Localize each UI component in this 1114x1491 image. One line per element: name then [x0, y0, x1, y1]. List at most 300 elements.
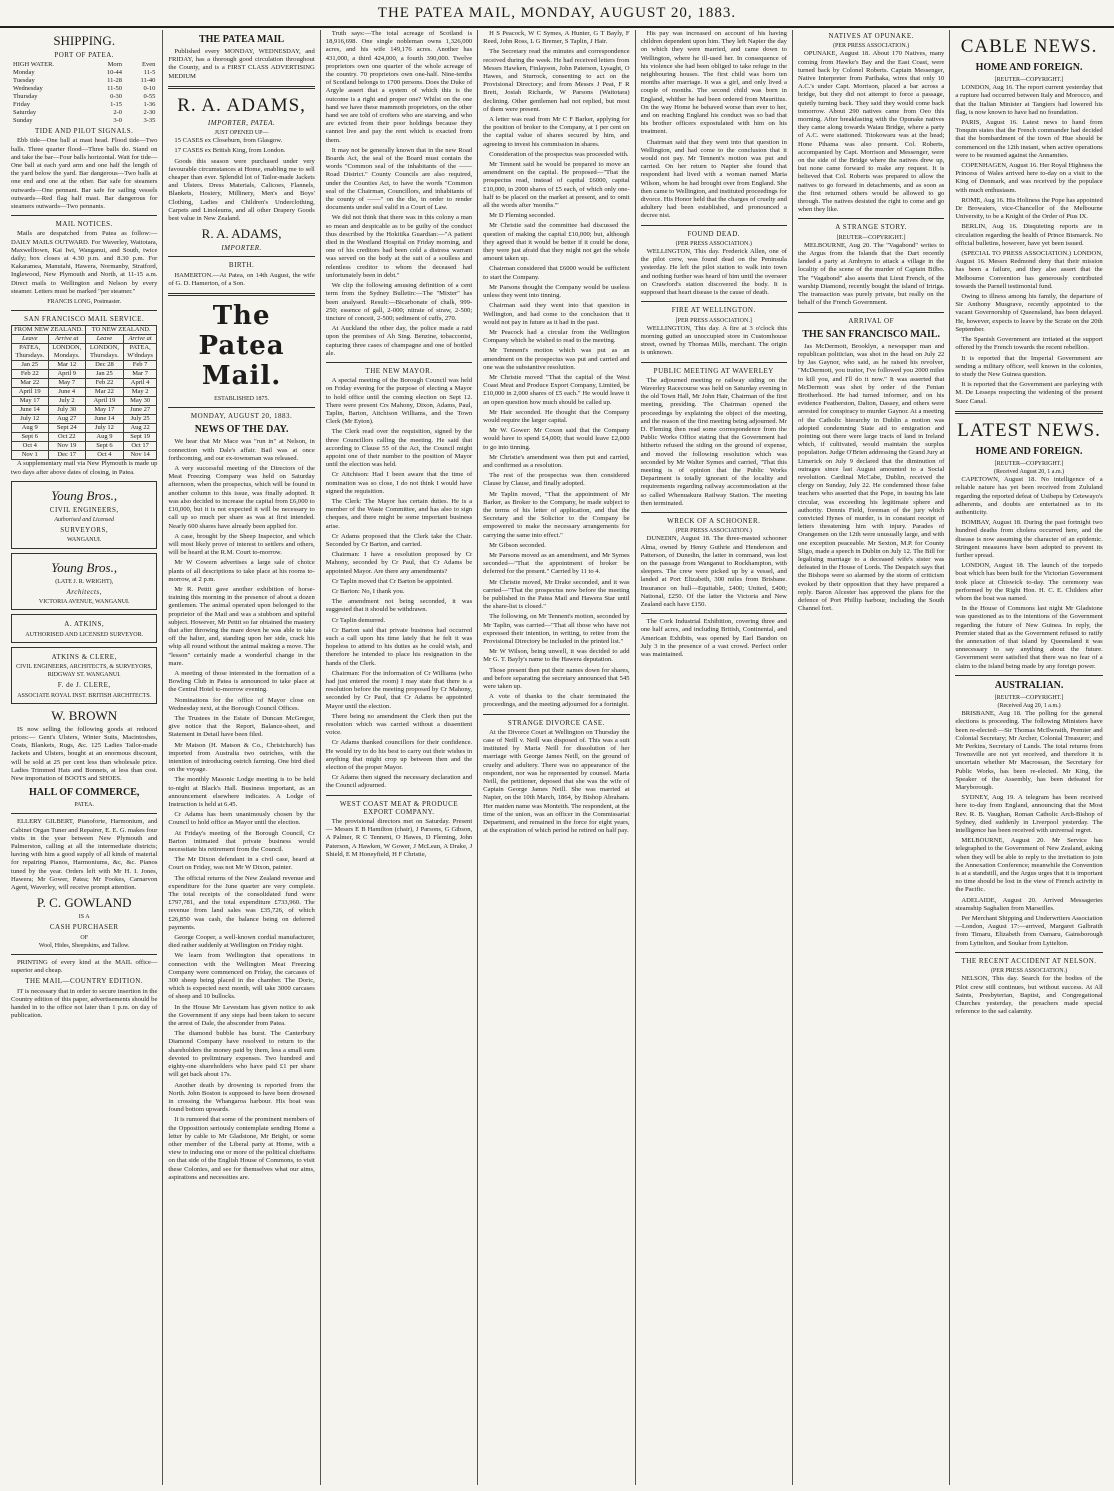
atkins-sub: AUTHORISED AND LICENSED SURVEYOR.: [25, 631, 144, 638]
country-title: THE MAIL—COUNTRY EDITION.: [25, 977, 144, 986]
news-para: Mr Matson (H. Matson & Co., Christchurch) has imported from Australia two ostriches, with the intention of introducing ostrich farming. One bird died on the voyage.: [168, 741, 315, 774]
gowland-name: P. C. GOWLAND: [36, 895, 132, 911]
news-para: The monthly Masonic Lodge meeting is to be held to-night at Black's Hall. Business important, as an announcement elsewhere indicates. A Lodge of Instruction is held at 6.45.: [168, 776, 315, 808]
latest-para: CAPETOWN, August 18. No intelligence of a reliable nature has yet been received from Zululand regarding the reported defeat of Usibepu by Cetewayo's adherents, and doubts are entertained as to its authenticity.: [955, 476, 1103, 516]
nelson-text: NELSON, This day. Search for the bodies of the Pilot crew still continues, but without success. At All Saints, Presbyterian, Baptist, and Congregational Churches yesterday, the preachers made special reference to the sad calamity.: [955, 975, 1103, 1016]
article-para: It may not be generally known that in the new Road Boards Act, the seal of the Board must contain the words "Common seal of the inhabitants of the —— Road District." County Councils are also required, under the Counties Act, to have the words "Common seal of the Chairman, Councillors, and inhabitants of the county of ——" on the die, in order to render documents under seal valid in a Court of Law.: [325, 146, 473, 212]
tide-morn: 10-44: [106, 69, 123, 77]
masthead: THE PATEA MAIL, MONDAY, AUGUST 20, 1883.: [0, 0, 1114, 28]
aus-para: BRISBANE, Aug 18. The polling for the general elections is proceeding. The following Ministers have been re-elected:—Sir Thomas McIlwraith, Premier and Colonial Secretary; Mr Archer, Colonial Treasurer; and Mr Perkins, Secretary of Lands. The total returns from Townsville are not yet received, and therefore it is uncertain whether Mr Macrossan, the Secretary for Public Works, has been re-elected. Mr King, the Speaker of the Assembly, has been defeated for Maryborough.: [955, 710, 1103, 792]
young-sub3: SURVEYORS,: [60, 526, 109, 535]
tide-even: 3-35: [143, 117, 156, 125]
column-5: [636, 30, 793, 1485]
news-para: Mr R. Pettit gave another exhibition of horse-training this morning in the presence of about a dozen gentlemen. The animal operated upon belonged to the proprietor of the Mail and was a stubborn and spiteful subject. However, Mr Pettit so far obtained the mastery that after throwing the mare down he was able to take off the halter, and, standing upon her side, crack his whip all round without the animal making a move. The "lesson" certainly made a wonderful change in the mare.: [168, 585, 315, 667]
sf-cell: May 2: [123, 388, 157, 397]
sf-cell: Sept 6: [12, 433, 49, 442]
young-sub2: Authorised and Licensed: [54, 517, 115, 524]
tide-even: 0-55: [143, 93, 156, 101]
meat-para: Consideration of the prospectus was proceeded with.: [489, 150, 629, 158]
postmaster: FRANCIS LONG, Postmaster.: [47, 299, 122, 306]
tide-row: [11, 85, 157, 93]
news-para: Mr W Cowern advertises a large sale of choice plants of all descriptions to take place at his rooms to-morrow, at 2 p.m.: [168, 559, 315, 583]
sf-cell: Feb 7: [123, 361, 157, 370]
divorce-para: His pay was increased on account of his having children dependent upon him. They left Napier the day on which they were married, and came down to Wellington, where he ill-used her. In consequence of his violence she had been obliged to take refuge in the neighbouring houses. The first child was born ten months after marriage. It was a girl, and only lived a couple of months. The second child was born in England, whither he had been ordered from Mauritius. On the way Home he behaved worse than ever to her, and on reaching England his conduct was so bad that his brother officers expostulated with him on his treatment.: [640, 30, 787, 136]
young-bros-architects-ad: [11, 553, 157, 611]
cable-sub: HOME AND FOREIGN.: [975, 62, 1083, 73]
article-para: We did not think that there was in this colony a man so mean and despicable as to be guilty of the conduct thus described by the Hokitika Guardian:—"A patient died in the Westland Hospital on Friday morning, and one of his creditors had been cold a distress warrant was served on the body at the suit of a soulless and relentless creditor to whom the deceased had unfortunately been in debt.": [325, 214, 473, 279]
divorce-para: Chairman said that they went into that question in Wellington, and had come to the conclusion that it would not pay. Mr Tennent's motion was put and carried. On her return to Napier she found that respondent had lived with a woman named Maria Wilson, whom he had brought over from England. She then came to Wellington, and instituted proceedings for divorce. His Honor held that the charges of cruelty and adultery had been established, and pronounced a decree nisi.: [640, 138, 787, 220]
tide-row: [11, 93, 157, 101]
divider: [798, 312, 944, 313]
gowland-sub: IS A: [78, 914, 90, 921]
cable-para: BERLIN, Aug 16. Disquieting reports are in circulation regarding the health of Prince Bismarck. No official bulletins, however, have yet been issued.: [955, 223, 1103, 247]
natives-title: NATIVES AT OPUNAKE.: [828, 32, 914, 40]
gilbert-text: ELLERY GILBERT, Pianoforte, Harmonium, and Cabinet Organ Tuner and Repairer, E. E. G. makes four visits in the year between New Plymouth and Palmerston, calling at all the intermediate districts; having with him a good supply of all kinds of material for repairing Pianos, Harmoniums, &c, &c. Pianos tuned by the year. Orders left with Mr H. I. Jones, Hawera; Mr Gower, Patea; Mr Fookes, Carnarvon Agent, Waverley, will receive prompt attention.: [11, 818, 158, 891]
aus-para: Per Merchant Shipping and Underwriters Association—London, August 17:—arrived, Margaret Galbraith from Timaru, Elizabeth from Oamaru, Gainsborough from Lyttelton, and Soukar from Lyttelton.: [955, 915, 1103, 947]
mayor-para: The Clerk: The Mayor has certain duties. He is a member of the Waste Committee, and has also to sign cheques, and there might be some important business arise.: [325, 497, 473, 530]
brown-text: IS now selling the following goods at reduced prices:— Gent's Ulsters, Winter Suits, Macintoshes, Coats, Blankets, Rugs, &c. 125 Ladies Tailor-made Jackets and Ulsters, bought at an enormous discount, will be sold at 25 per cent less than wholesale price. Ladies Trimmed Hats and Bonnets, at less than cost. New importation of BOOTS and SHOES.: [11, 725, 158, 782]
mayor-para: Cr Taplin demurred.: [331, 616, 386, 624]
sf-head: PATEA, Thursdays.: [12, 344, 49, 361]
sf-cell: April 4: [123, 379, 157, 388]
divider: [11, 813, 157, 814]
schooner-title: WRECK OF A SCHOONER.: [667, 516, 761, 525]
article-para: Truth says:—The total acreage of Scotland is 18,916,698. One single nobleman owns 1,326,000 acres, and his wife 149,176 acres. Another has 431,000, a third 424,000, a fourth 390,000. Twelve proprietors own one quarter of the whole acreage of the country. 70 proprietors own one-half. Nine-tenths of Scotland belongs to 1700 persons. Does the Duke of Argyle assert that a system of which this is the outcome is a right and proper one? Whilst on the one hand we have these mammoth proprietors, on the other hand we are told of crofters who are starving, and who are evicted from their poor holdings because they cannot live and pay the rent which is exacted from them.: [325, 30, 473, 144]
divider: [326, 362, 472, 363]
schooner-sub: (PER PRESS ASSOCIATION.): [675, 528, 752, 535]
tide-day: Saturday: [13, 109, 37, 117]
patea-mail-title: THE PATEA MAIL: [198, 34, 285, 45]
divider: [11, 954, 157, 955]
tide-day: Thursday: [13, 93, 38, 101]
sf-cell: Aug 22: [123, 424, 157, 433]
cable-para: LONDON, Aug 16. The report current yesterday that a rupture had occurred between Italy and Morocco, and that the Italian Minister at Tangiers had lowered his flag, is now known to have had no foundation.: [955, 84, 1103, 116]
news-para: The Trustees in the Estate of Duncan McGregor, give notice that the Report, Balance-sheet, and Statement in Detail have been filed.: [168, 714, 315, 739]
meat-text: The provisional directors met on Saturday. Present — Messrs E B Hamilton (chair), J Parsons, G Gibson, A Palmer, R C Tennent, O Hawes, D Fleming, John Paterson, A Hawken, W Gower, J McLean, A Drake, J Shield, E M Honeyfield, H F Christie,: [325, 818, 473, 858]
atkins-name: A. ATKINS,: [64, 620, 105, 629]
aus-copy: [REUTER—COPYRIGHT.]: [994, 694, 1064, 701]
sf-cell: June 27: [123, 406, 157, 415]
divider: [11, 310, 157, 311]
latest-para: LONDON, August 18. The launch of the torpedo boat which has been built for the Victorian Government took place at Chiswick to-day. The ceremony was performed by the Right Hon. H. C. E. Childers after whom the boat was named.: [955, 562, 1103, 602]
sf-cell: July 2: [48, 397, 85, 406]
newspaper-logo: The Patea Mail.: [198, 301, 285, 392]
news-para: We learn from Wellington that operations in connection with the Wellington Meat Freezing Company were commenced on Friday, the carcases of 300 sheep being placed in the chamber. The Doric, which is expected next month, will take 3000 carcases of sheep and 10 bullocks.: [168, 952, 315, 1001]
mayor-title: THE NEW MAYOR.: [365, 366, 433, 375]
tide-header: Morn: [107, 61, 123, 69]
sf-cell: Nov 14: [123, 451, 157, 460]
meat-para: Mr Parsons moved as an amendment, and Mr Symes seconded—"That the appointment of broker be deferred for the present." Carried by 11 to 4.: [483, 551, 630, 576]
sf-cell: Dec 17: [48, 451, 85, 460]
latest-copy: [REUTER—COPYRIGHT.]: [994, 460, 1064, 467]
tide-even: 1-36: [143, 101, 156, 109]
mayor-para: The Clerk read over the requisition, signed by the three Councillors calling the meeting. He said that according to Clause 55 of the Act, the Council might appoint one of their number to the position of Mayor until the election was held.: [325, 428, 473, 469]
meat-para: Mr Christie said the committee had discussed the question of making the capital £10,000; but, although they agreed that it would be better if it could be done, they were just afraid that they might not get the whole amount taken up.: [483, 222, 630, 263]
sf-cell: Sept 24: [48, 424, 85, 433]
birth-text: HAMERTON.—At Patea, on 14th August, the wife of G. D. Hamerton, of a Son.: [168, 271, 315, 287]
nelson-title: THE RECENT ACCIDENT AT NELSON.: [961, 956, 1097, 965]
sf-cell: June 4: [48, 388, 85, 397]
sf-cell: July 25: [123, 415, 157, 424]
meat-para: Mr Hair seconded. He thought that the Company would require the larger capital.: [483, 408, 630, 424]
columns: [6, 30, 1108, 1485]
mayor-para: A special meeting of the Borough Council was held on Friday evening for the purpose of electing a Mayor to hold office until the coming election on Sept 12. There were present Crs Mahony, Dixon, Adams, Paul, Taplin, Barton, Aitchison Williams, and the Town Clerk (Mr Eyton).: [325, 377, 473, 426]
young-sub2: Architects,: [66, 587, 102, 596]
mayor-para: Cr Barton: No, I thank you.: [331, 588, 405, 595]
atkins-ad: [11, 614, 157, 642]
divorce-text: At the Divorce Court at Wellington on Thursday the case of Neill v. Neill was disposed of. This was a suit instituted by Maria Neill for dissolution of her marriage with George James Neill, on the ground of cruelty and adultery. There was no appearance of the respondent, nor was he represented by counsel. Maria Neill, the petitioner, deposed that she was the wife of Captain George James Neill. She was married at Napier, on the 10th March, 1864, by Bishop Abraham. Her maiden name was Monteith. The respondent, at the time of the union, was an officer in the Commissariat Department, and remained in the force for eight years, at the expiration of which period he retired on half pay.: [483, 728, 630, 835]
news-para: Nominations for the office of Mayor close on Wednesday next, at the Borough Council Offices.: [168, 696, 315, 712]
natives-sub: (PER PRESS ASSOCIATION.): [833, 43, 910, 50]
sf-cell: Mar 22: [86, 388, 124, 397]
hall-name: HALL OF COMMERCE,: [28, 787, 140, 799]
aus-para: SYDNEY, Aug 19. A telegram has been received here to-day from England, announcing that the Most Rev. R. B. Vaughan, Roman Catholic Arch-Bishop of Sydney, died suddenly in Liverpool yesterday. The intelligence has been received with universal regret.: [955, 794, 1103, 835]
sf-cell: April 19: [12, 388, 49, 397]
sf-cell: Jan 25: [86, 370, 124, 379]
story-title: A STRANGE STORY.: [835, 223, 908, 232]
news-para: A very successful meeting of the Directors of the Meat Freezing Company was held on Saturday afternoon, when the prospectus, which will be found in another column to this issue, was finally adopted. It was also decided to increase the capital from £6,000 to £10,000, but it is not expected it will be necessary to call up so much per share as was at first intended. Nearly 600 shares have already been applied for.: [168, 465, 315, 530]
sf-cell: April 19: [86, 397, 124, 406]
sf-cell: June 14: [12, 406, 49, 415]
mayor-para: There being no amendment the Clerk then put the resolution which was carried without a dissentient voice.: [325, 712, 473, 737]
column-2: [163, 30, 320, 1485]
sf-cell: Feb 22: [12, 370, 49, 379]
tide-header: HIGH WATER.: [13, 61, 55, 69]
sf-head: LONDON, Mondays.: [48, 344, 85, 361]
sf-row: [12, 433, 157, 442]
news-para: In the House Mr Levestam has given notice to ask the Government if any steps had been taken to secure the arrest of Dale, the absconder from Patea.: [168, 1003, 315, 1028]
sf-title: SAN FRANCISCO MAIL SERVICE.: [24, 315, 145, 324]
young-name: Young Bros.,: [51, 487, 118, 503]
news-para: George Cooper, a well-known cordial manufacturer, died rather suddenly at Wellington on Friday night.: [168, 934, 315, 950]
column-4: [478, 30, 635, 1485]
sf-note: A supplementary mail via New Plymouth is made up two days after above dates of closing, in Patea.: [11, 460, 158, 476]
sf-cell: Mar 22: [12, 379, 49, 388]
clere-sub2: ASSOCIATE ROYAL INST. BRITISH ARCHITECTS.: [17, 692, 152, 699]
news-para: Another death by drowning is reported from the North. John Boston is supposed to have been drowned in crossing the Whangaroa harbour. His boat was found bottom upwards.: [168, 1081, 315, 1114]
divider: [641, 362, 787, 363]
fire-text: WELLINGTON, This day. A fire at 3 o'clock this morning gutted an unoccupied store in Customhouse street, owned by Thomas Mills, merchant. The origin is unknown.: [640, 324, 787, 357]
mayor-para: Cr Adams then signed the necessary declaration and the Council adjourned.: [325, 774, 473, 790]
cable-para: PARIS, August 16. Latest news to hand from Tonquin states that the French commander had decided that the bombardment of the town of Hue should be commenced on the 12th instant, when active operations were to be resumed against the Annamites.: [955, 119, 1103, 159]
tide-morn: 11-28: [107, 77, 123, 85]
mayor-para: Chairman: I have a resolution proposed by Cr Mahony, seconded by Cr Paul, that Cr Adams be appointed Mayor. Are there any amendments?: [325, 551, 473, 575]
meat-para: Mr Tennent said he would be prepared to move an amendment on the capital. He proposed—"That the prospectus read, instead of capital £6000, capital £10,000, in 2000 shares of £5 each, of which only one-half to be placed on the market at present, and to omit all the words after 'months.'": [483, 161, 630, 210]
story-text: MELBOURNE, Aug 20. The "Vagabond" writes to the Argus from the Islands that the Dart recently landed a party at Ambrym to attack a village in the locality of the scene of the murder of Captain Bilbo. The "Vagabond" also asserts that Lieut French, of the warship Diamond, recently bought the island of Iririga. The transaction was purely private, but really on the behalf of the French Government.: [797, 241, 945, 307]
tide-row: [11, 77, 157, 85]
divider: [483, 714, 629, 715]
sf-cell: July 12: [86, 424, 124, 433]
meat-para: Mr Christie moved "That the capital of the West Coast Meat and Produce Export Company, Limited, be £10,000 in 2,000 shares of £5 each." He would leave it an open question how much should be called up.: [483, 373, 630, 406]
latest-title: LATEST NEWS.: [957, 419, 1101, 441]
sf-cell: April 9: [48, 370, 85, 379]
sf-row: [12, 406, 157, 415]
mayor-para: Cr Taplin moved that Cr Barton be appointed.: [331, 577, 453, 585]
sf-cell: June 14: [86, 415, 124, 424]
news-title: NEWS OF THE DAY.: [194, 424, 289, 436]
story-sub: [REUTER—COPYRIGHT.]: [836, 234, 906, 241]
arrival-text: Jas McDermott, Brooklyn, a newspaper man and republican politician, was shot in the head on July 22 by Jas Gaynor, who said, as he raised his revolver, "McDermott, you traitor, I've followed you 2000 miles to kill you, and I'll do it now." It was asserted that McDermott was shot by order of the Fenian Brotherhood. He had turned informer, and on his evidence Featherston, Dalton, Dassey, and others were arrested for conspiracy to murder Gaynor. At a meeting of the Catholic hierarchy in Dublin a motion was adopted condemning State aid to emigration and pointing out there were large tracts of land in Ireland which, if cultivated, would maintain the surplus population. Judge O'Brien addressing the Grand Jury at Limerick on July 9 declared that the diminution of outrages since last August amounted to a Social revolution. Cardinal McCabe, Dublin, received the clergy on Sunday, July 22. He condemned those false teachers who asserted that the Pope, in issuing his late circular, was exceeding his legitimate sphere and authority. Dennis Field, foreman of the jury which convicted Hynes of murder, is in constant receipt of letters threatening him with injury. Parades of Orangemen on the 12th were unusually large, and with one exception peaceable. Mr Sexton, M.P. for County Sligo, made a speech in Dublin on July 12. The Bill for legalising marriage to a deceased wife's sister was defeated in the House of Lords. The Despatch says that the Bishops were so alarmed by the storm of criticism evoked by their opposition that they have prepared a reply. Baron Alcester has approved the plans for the defence of Port Phillip harbour, including the South Channel fort.: [797, 342, 945, 613]
established: ESTABLISHED 1875.: [214, 396, 270, 403]
meat-para: The Secretary read the minutes and correspondence received during the week. He had received letters from Messrs Hawken, Finlayson, John Paterson, Lysaght, O Hawes, and Sturrock, consenting to act on the Provisional Directory; and from Messrs J Peat, F R Brett, Josiah Richards, W Parsons (Waitotara) declining. Other gentlemen had not replied, but most of them were present.: [483, 48, 630, 113]
aus-received: (Received Aug 20, 1 a.m.): [997, 703, 1061, 709]
aus-para: MELBOURNE, August 20. Mr Service has telegraphed to the Government of New Zealand, asking when they will be able to reply to the invitation to join the Annexation Conference; meanwhile the Convention is at a standstill, and the Argus urges that it is important no time should be lost in the view of French activity in the Pacific.: [955, 837, 1103, 894]
hall-place: PATEA.: [74, 802, 94, 809]
sf-row: [12, 379, 157, 388]
article-para: At Auckland the other day, the police made a raid upon the premises of Ah Sing. Benzine, tobacconist, capturing three cases of champagne and one of bottled ale.: [325, 325, 473, 357]
sf-head: Arrive at: [48, 335, 85, 344]
sf-cell: May 17: [86, 406, 124, 415]
news-para: We hear that Mr Mace was "run in" at Nelson, in connection with Dale's affair. Bail was at once forthcoming, and our ex-townsman was released.: [168, 438, 315, 462]
divider: [168, 407, 314, 408]
found-dead-text: WELLINGTON, This day. Frederick Allen, one of the pilot crew, was found dead on the Peninsula yesterday. He left the pilot station to walk into town and nothing further was heard of him until the overseer on Crawford's station discovered the body. It is supposed that heart disease is the cause of death.: [640, 248, 787, 297]
tide-day: Tuesday: [13, 77, 35, 85]
meat-para: Mr D Fleming seconded.: [489, 212, 556, 220]
tide-day: Monday: [13, 69, 35, 77]
clere-sub: CIVIL ENGINEERS, ARCHITECTS, & SURVEYORS,: [16, 663, 153, 670]
birth-title: BIRTH.: [228, 261, 255, 270]
tide-day: Sunday: [13, 117, 33, 125]
divider: [641, 613, 787, 614]
sf-cell: May 17: [12, 397, 49, 406]
mayor-para: Cr Adams thanked councillors for their confidence. He would try to do his best to carry out their wishes in anything that might crop up between then and the election of the proper Mayor.: [325, 739, 473, 772]
tide-day: Friday: [13, 101, 30, 109]
shipping-title: SHIPPING.: [53, 33, 116, 48]
divider: [955, 952, 1102, 953]
cable-para: Owing to illness among his family, the departure of Sir Anthony Musgrave, recently appointed to the vacant Governorship of Queensland, has been delayed. He, however, expects to leave by the Scrate on the 20th September.: [955, 293, 1103, 333]
cable-copy: [REUTER—COPYRIGHT.]: [994, 77, 1064, 83]
mayor-para: The amendment not being seconded, it was suggested that it should be withdrawn.: [325, 598, 473, 614]
tide-morn: 1-15: [110, 101, 123, 109]
meat-title: WEST COAST MEAT & PRODUCE EXPORT COMPANY.: [339, 799, 459, 816]
divider: [798, 218, 944, 219]
meat-para: Mr W Wilson, being unwell, it was decided to add Mr G. T. Bayly's name to the Hawera deputation.: [483, 648, 630, 664]
sf-cell: Oct 22: [48, 433, 85, 442]
meat-para: The following, on Mr Tennent's motion, seconded by Mr Taplin, was carried—"That all those who have not expressed their intention, in writing, to retire from the Provisional Directory be included in the printed list.": [483, 613, 630, 646]
tide-morn: 11-50: [107, 85, 123, 93]
sf-cell: Aug 27: [48, 415, 85, 424]
latest-received: (Received August 20, 1 a.m.): [993, 468, 1065, 475]
tide-row: [11, 101, 157, 109]
meat-para: Mr W. Gower: Mr Coxon said that the Company would have to spend £4,000; that would leave £2,000 to go into tinning.: [483, 427, 630, 451]
meat-para: Mr Peacock had a circular from the Wellington Company which he wished to read to the meeting.: [483, 328, 630, 345]
adams-text: Goods this season were purchased under very favourable circumstances at Home, enabling me to sell cheaper than ever. Splendid lot of Tailor-made Jackets and Ulsters. Dress Materials, Calicoes, Flannels, Blankets, Hosiery, Millinery, Men's and Boys' Clothing, Ladies and Children's Underclothing, Carpets and Linoleums, and all other Drapery Goods best value in New Zealand.: [168, 157, 315, 223]
sf-cell: Oct 4: [86, 451, 124, 460]
sf-cell: Oct 17: [123, 442, 157, 451]
signals-title: TIDE AND PILOT SIGNALS.: [34, 127, 134, 136]
signals-text: Ebb tide—One ball at mast head. Flood tide—Two balls. Three quarter flood—Three balls do. Stand on and take the bar—Four balls horizontal. Wait for tide—One ball at each yard arm and one half the length of the yard below the yard. Bar dangerous—Two balls at one end and one at the other. Bar safe for steamers outwards—One pennant. Bar safe for sailing vessels outwards—Red flag half mast. Bar dangerous for steamers outwards—Two pennants.: [11, 137, 158, 211]
dateline: MONDAY, AUGUST 20, 1883.: [190, 412, 293, 421]
sf-row: [12, 397, 157, 406]
young-place: WANGANUI.: [66, 537, 102, 544]
tide-even: 11-40: [140, 77, 156, 85]
divider: [326, 795, 472, 796]
sf-table: [11, 325, 157, 460]
news-para: A case, brought by the Sheep Inspector, and which will most likely prove of interest to settlers and others, will be heard at the R.M. Court to-morrow.: [168, 532, 315, 557]
sf-row: [12, 388, 157, 397]
latest-para: BOMBAY, August 18. During the past fortnight two hundred deaths from cholera occurred here, and the disease is now assuming the character of an epidemic. Stringent measures have been adopted to prevent its further spread.: [955, 519, 1103, 559]
aus-title: AUSTRALIAN.: [994, 679, 1064, 691]
arrival-title2: THE SAN FRANCISCO MAIL.: [802, 328, 941, 340]
waverley-text: The adjourned meeting re railway siding on the Waverley Racecourse was held on Saturday evening in the old Town Hall, Mr John Hair, Chairman of the first meeting, presiding. The Chairman opened the proceedings by explaining the object of the meeting, and the reason of the first meeting being adjourned. Mr D. Fleming then read some correspondence from the Public Works Office stating that the Government had hitherto refused the siding on the ground of expense, and moved the following resolution which was seconded by Mr Walter Symes and carried, "That this meeting is of opinion that the Public Works Department is totally ignorant of the locality and requirements regarding railway accommodation at the so called Whenuakura Railway Station. The meeting then terminated.: [640, 376, 787, 507]
meat-para: Chairman considered that £6000 would be sufficient to start the Company.: [483, 265, 630, 281]
sf-row: [12, 415, 157, 424]
tide-even: 11-5: [143, 69, 156, 77]
tide-morn: 2-0: [113, 109, 123, 117]
meat-para: Mr Christie's amendment was then put and carried, and confirmed as a resolution.: [483, 453, 630, 469]
waverley-title: PUBLIC MEETING AT WAVERLEY: [653, 366, 774, 375]
port-title: PORT OF PATEA.: [54, 51, 115, 59]
tide-header: Even: [142, 61, 156, 69]
divider: [641, 225, 787, 226]
divider: [168, 256, 314, 257]
meat-para: Chairman said they went into that question in Wellington, and had come to the conclusion that it would not pay in future as it had in the past.: [483, 302, 630, 326]
sf-cell: Oct 4: [12, 442, 49, 451]
tide-even: 2-30: [143, 109, 156, 117]
sf-head: Leave: [86, 335, 124, 344]
sf-cell: May 7: [48, 379, 85, 388]
schooner-text: DUNEDIN, August 18. The three-masted schooner Alma, owned by Henry Guthrie and Henderson and Patterson, of Dunedin, the latter in command, was lost on the passage from Wanganui to Rockhampton, with sleepers. The crew were picked up by a vessel, and landed at Port Elizabeth, 300 miles from Brisbane. Insurance on hull—Equitable, £400; United, £400; National, £250. Of the latter the Victoria and New Zealand each have £150.: [640, 535, 787, 608]
fire-sub: [PER PRESS ASSOCIATION.]: [675, 317, 752, 324]
latest-sub: HOME AND FOREIGN.: [975, 445, 1083, 457]
atkins-clere-ad: [11, 647, 157, 704]
sf-head: Leave: [12, 335, 49, 344]
sf-cell: Nov 1: [12, 451, 49, 460]
found-dead-sub: (PER PRESS ASSOCIATION.): [675, 240, 752, 247]
cable-para: It is reported that the Imperial Government are sending a military officer, well known in the colonies, to study the New Guinea question.: [955, 354, 1103, 378]
news-para: It is rumored that some of the prominent members of the Opposition seriously contemplate sending Home a letter by cable to Mr Gladstone, Mr Bright, or some other member of the Liberal party at Home, with a view to inducing one or more of the political chieftains on that side of the English House of Commons, to visit these Colonies, and see for themselves what our aims, aspirations and necessities are.: [168, 1116, 315, 1181]
gowland-sub2: CASH PURCHASER: [49, 923, 119, 932]
arrival-title: ARRIVAL OF: [848, 316, 894, 325]
meat-para: H S Peacock, W C Symes, A Hunter, G T Bayly, F Reed, John Ross, L G Bremer, S Taplin, J Hair.: [483, 30, 630, 46]
divider: [955, 675, 1102, 676]
sf-cell: July 12: [12, 415, 49, 424]
cable-para: ROME, Aug 16. His Holiness the Pope has appointed Dr Browaiers, vice-Chancellor of the Melbourne University, to be a Knight of the Order of Pius IX.: [955, 196, 1103, 221]
young-sub: (LATE J. R. WRIGHT),: [55, 578, 114, 585]
patea-mail-text: Published every MONDAY, WEDNESDAY, and FRIDAY, has a thorough good circulation throughout the County, and is a FIRST CLASS ADVERTISING MEDIUM: [168, 48, 315, 80]
sf-cell: Nov 19: [48, 442, 85, 451]
sf-head: FROM NEW ZEALAND.: [12, 326, 86, 335]
divider: [641, 512, 787, 513]
clere-name: ATKINS & CLERE,: [51, 652, 117, 661]
aus-para: ADELAIDE, August 20. Arrived Messageries steamship Saghalien from Marseilles.: [955, 896, 1103, 912]
news-para: The official returns of the New Zealand revenue and expenditure for the June quarter are very complete. The total receipts of the consolidated fund were £797,781, and the total expenditure £733,960. The revenue from land sales was £35,726, of which £26,850 was cash, the balance being on deferred payments.: [168, 874, 315, 931]
cable-title: CABLE NEWS.: [960, 36, 1098, 57]
adams2-name: R. A. ADAMS,: [201, 226, 282, 242]
printing-text: PRINTING of every kind at the MAIL office—superior and cheap.: [11, 958, 158, 975]
sf-cell: Mar 12: [48, 361, 85, 370]
tide-day: Wednesday: [13, 85, 43, 93]
young-bros-ad: [11, 481, 157, 549]
mayor-para: Cr Adams proposed that the Clerk take the Chair. Seconded by Cr Barton, and carried.: [325, 532, 473, 548]
sf-row: [12, 361, 157, 370]
tide-row: [11, 117, 157, 125]
sf-row: [12, 442, 157, 451]
meat-para: Mr Christie moved, Mr Drake seconded, and it was carried—"That the prospectus now before the meeting be published in the Patea Mail and Hawera Star until the share-list is closed.": [483, 578, 630, 611]
sf-cell: Aug 9: [86, 433, 124, 442]
sf-cell: Dec 28: [86, 361, 124, 370]
mayor-para: Cr Barton said that private business had occurred such a call upon his time lately that he felt it was hopeless to attend to his duties as he could wish, and therefore he intended to place his resignation in the hands of the Clerk.: [325, 626, 473, 667]
natives-text: OPUNAKE, August 18. About 170 Natives, many coming from Hawke's Bay and the East Coast, were turned back by Colonel Roberts. Captain Messenger, Native Interpreter from Parihaka, wires that only 10 A.C.'s under Capt. Morrison, placed a bar across a bridge, but they did not attempt to force a passage, quietly turning back. They said they would come back tomorrow. About 290 natives came from Oeo this morning. After breakfasting with the Opunake natives they came along towards Waiau Bridge, where a party of A.C. were stationed. Titokowaru was at the head; Hone Pihama was also present. Col. Roberts, accompanied by Capt. Morrison and Messenger, were on the side of the Bridge where the natives drew up, but none came forward to make any request. It is believed that Col. Roberts was prepared to allow the natives to go forward in detachments, and as soon as the first returned others would be allowed to go through. The natives desisted the right to come and go when they like.: [797, 50, 945, 214]
sf-cell: July 30: [48, 406, 85, 415]
brown-name: W. BROWN: [51, 707, 118, 723]
divider: [168, 86, 314, 89]
clere-place: RIDGWAY ST. WANGANUI.: [47, 672, 121, 679]
divorce-title: STRANGE DIVORCE CASE.: [507, 718, 605, 727]
sf-row: [12, 424, 157, 433]
exhibition-text: The Cork Industrial Exhibition, covering three and one half acres, and including British, Continental, and American Exhibits, was opened by Earl Bandon on July 3 in the presence of a vast crowd. Perfect order was maintained.: [640, 618, 787, 659]
column-3: [321, 30, 478, 1485]
tide-morn: 3-0: [113, 117, 123, 125]
mayor-para: Cr Aitchison: Had I been aware that the time of nomination was so close, I do not think I would have signed the requisition.: [325, 471, 473, 495]
column-6: [793, 30, 950, 1485]
young-sub: CIVIL ENGINEERS,: [49, 505, 119, 514]
found-dead-title: FOUND DEAD.: [687, 229, 741, 238]
sf-cell: Mar 7: [123, 370, 157, 379]
sf-cell: Jan 25: [12, 361, 49, 370]
tide-row: [11, 109, 157, 117]
clere-name2: F. de J. CLERE,: [57, 681, 111, 690]
sf-cell: Feb 22: [86, 379, 124, 388]
cable-para: (SPECIAL TO PRESS ASSOCIATION.) LONDON, August 16. Messrs Redmond deny that their mission has been a failure, and they also assert that the Melbourne Convention has generously contributed towards the Parnell testimonial fund.: [955, 250, 1103, 290]
country-text: IT is necessary that in order to secure insertion in the Country edition of this paper, advertisements should be handed in to the office not later than 1 p.m. on day of publication.: [11, 987, 158, 1020]
adams-item: 15 CASES ex Closeburn, from Glasgow.: [174, 137, 283, 145]
adams-item: 17 CASES ex British King, from London.: [174, 147, 286, 155]
sf-head: Arrive at: [123, 335, 157, 344]
meat-para: The rest of the prospectus was then considered Clause by Clause, and finally adopted.: [483, 472, 630, 488]
nelson-sub: (PER PRESS ASSOCIATION.): [990, 968, 1068, 975]
sf-head: PATEA, W'dndays: [123, 344, 157, 361]
sf-head: TO NEW ZEALAND.: [86, 326, 157, 335]
sf-row: [12, 451, 157, 460]
column-7: [950, 30, 1107, 1485]
meat-para: A letter was read from Mr C F Barker, applying for the position of broker to the Company, at 1 per cent on the capital value of shares secured by him, and agreeing to invest his commission in shares.: [483, 116, 630, 148]
mail-title: MAIL NOTICES.: [55, 220, 113, 229]
gowland-items: Wool, Hides, Sheepskins, and Tallow.: [38, 942, 130, 949]
sf-head: LONDON, Thursdays.: [86, 344, 124, 361]
young-name: Young Bros.,: [51, 559, 118, 575]
adams-opened: JUST OPENED UP—: [214, 130, 269, 137]
cable-para: The Spanish Government are irritated at the support offered by the French towards the recent rebellion.: [955, 336, 1103, 352]
tide-morn: 0-30: [110, 93, 123, 101]
news-para: Cr Adams has been unanimously chosen by the Council to hold office as Mayor until the election.: [168, 811, 315, 827]
meat-para: A vote of thanks to the chair terminated the proceedings, and the meeting adjourned for a fortnight.: [483, 693, 630, 709]
meat-para: Mr Parsons thought the Company would be useless unless they went into tinning.: [483, 283, 630, 300]
gowland-sub3: OF: [80, 934, 89, 941]
divider: [641, 301, 787, 302]
meat-para: Those present then put their names down for shares, and before separating the secretary announced that 545 were taken up.: [483, 666, 630, 691]
cable-para: COPENHAGEN, August 16. Her Royal Highness the Princess of Wales arrived here to-day on a visit to the King of Denmark, and was received by the populace with much enthusiasm.: [955, 162, 1103, 194]
divider: [11, 215, 157, 216]
sf-cell: Aug 9: [12, 424, 49, 433]
divider: [955, 411, 1102, 414]
news-para: The Mr Dixon defendant in a civil case, heard at Court on Friday, was not Mr W Dixon, painter.: [168, 856, 315, 872]
latest-para: In the House of Commons last night Mr Gladstone was questioned as to the intentions of the Government regarding the future of New Guinea. In reply, the Premier stated that as the Government refused to ratify the annexation of that island by Queensland it was unnecessary to say anything about the future. Government were satisfied that there was no fear of a claim to the island being made by any foreign power.: [955, 605, 1103, 670]
mail-text: Mails are despatched from Patea as follow:— DAILY MAILS OUTWARD. For Waverley, Waitotara, Maxwelltown, Kai Iwi, Wanganui, and South, twice daily; box closes at 4.30 p.m. and 8.30 p.m. For Kakaramea, Manutahi, Hawera, Normanby, Stratford, Inglewood, New Plymouth and North, at 11-15 a.m. Direct mails to Wellington and Nelson by every steamer. Letters must be marked "per steamer.": [11, 230, 158, 295]
article-para: We clip the following amusing definition of a cent term from the Sydney Bulletin:—The "Mixter" has been analysed. Result:—Bicarbonate of chalk, 999-250; essence of gall, 2-000; nitrate of straw, 2-500; tincture of conceit, 2-500; sediment of cuffs, 270.: [325, 282, 473, 322]
adams2-sub: IMPORTER.: [221, 244, 262, 253]
adams-sub: IMPORTER, PATEA.: [207, 118, 276, 127]
tide-table: [11, 61, 157, 125]
meat-para: Mr Gibson seconded.: [489, 541, 546, 549]
cable-para: It is reported that the Government are parleying with M. De Lesseps respecting the widening of the present Suez Canal.: [955, 381, 1103, 405]
tide-even: 0-10: [143, 85, 156, 93]
sf-cell: Sept 6: [86, 442, 124, 451]
tide-row: [11, 69, 157, 77]
sf-cell: May 30: [123, 397, 157, 406]
column-1: [6, 30, 163, 1485]
meat-para: Mr Tennent's motion which was put as an amendment on the prospectus was put and carried and one was the substantive resolution.: [483, 347, 630, 371]
